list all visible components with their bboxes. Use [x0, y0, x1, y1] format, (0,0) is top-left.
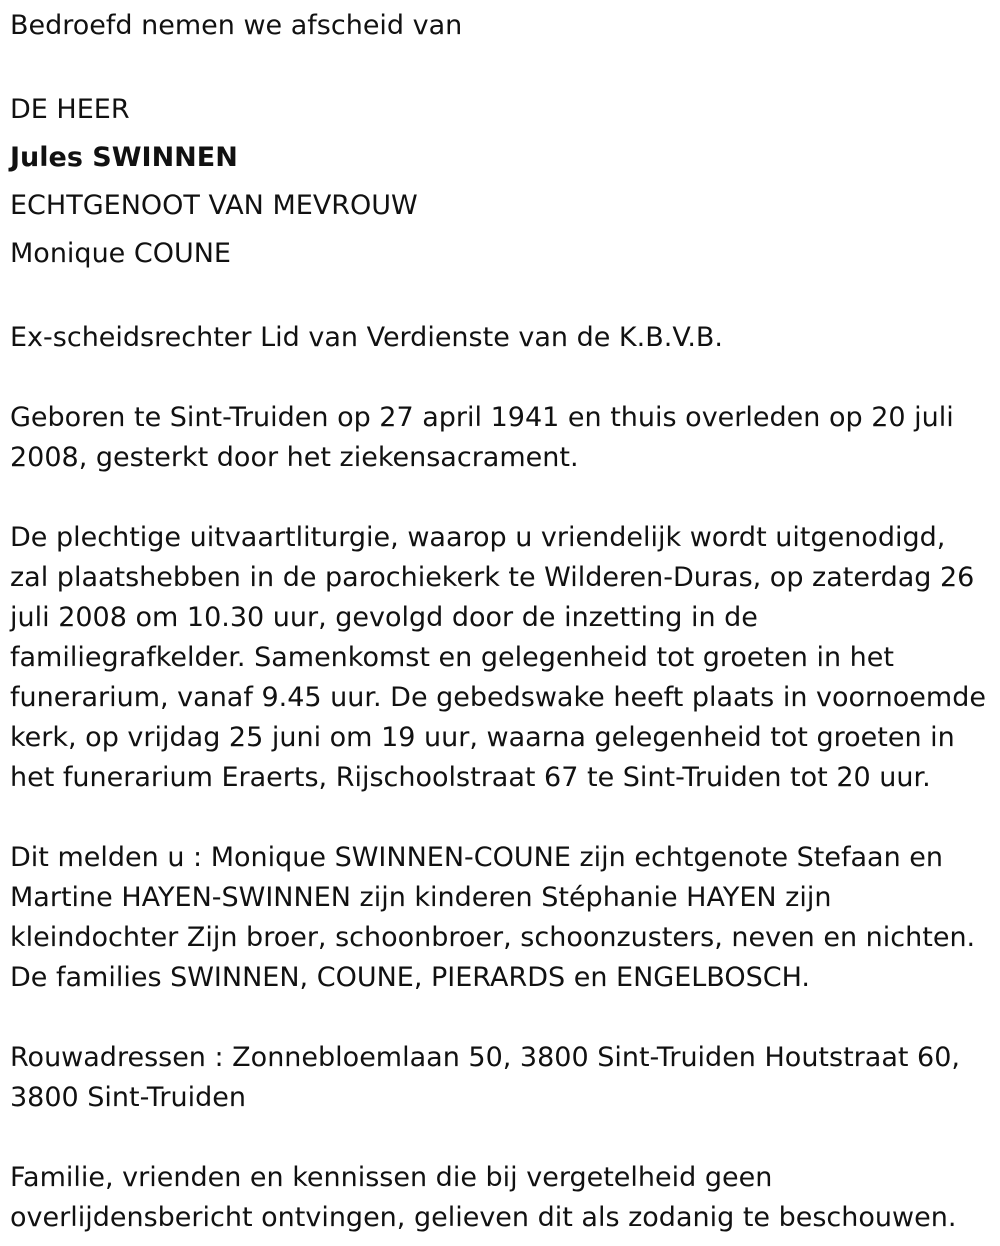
birth-death-text: Geboren te Sint-Truiden op 27 april 1941 en thuis overleden op 20 juli 2008, gesterkt door het ziekensacrament.	[10, 402, 954, 473]
spouse-name: Monique COUNE	[10, 238, 231, 269]
addresses-text: Rouwadressen : Zonnebloemlaan 50, 3800 Sint-Truiden Houtstraat 60, 3800 Sint-Truiden	[10, 1042, 960, 1113]
honorific: DE HEER	[10, 94, 130, 125]
function-text: Ex-scheidsrechter Lid van Verdienste van de K.B.V.B.	[10, 322, 724, 353]
family-text: Dit melden u : Monique SWINNEN-COUNE zijn echtgenote Stefaan en Martine HAYEN-SWINNEN zijn kinderen Stéphanie HAYEN zijn kleindochter Zijn broer, schoonbroer, schoonzusters, neven en nichten. De families SWINNEN, COUNE, PIERARDS en ENGELBOSCH.	[10, 842, 976, 993]
intro-text: Bedroefd nemen we afscheid van	[10, 10, 463, 41]
deceased-name: Jules SWINNEN	[10, 142, 238, 173]
funeral-text: De plechtige uitvaartliturgie, waarop u vriendelijk wordt uitgenodigd, zal plaatshebben in de parochiekerk te Wilderen-Duras, op zaterdag 26 juli 2008 om 10.30 uur, gevolgd door de inzetting in de familiegrafkelder. Samenkomst en gelegenheid tot groeten in het funerarium, vanaf 9.45 uur. De gebedswake heeft plaats in voornoemde kerk, op vrijdag 25 juni om 19 uur, waarna gelegenheid tot groeten in het funerarium Eraerts, Rijschoolstraat 67 te Sint-Truiden tot 20 uur.	[10, 522, 986, 793]
closing-text: Familie, vrienden en kennissen die bij vergetelheid geen overlijdensbericht ontvingen, gelieven dit als zodanig te beschouwen.	[10, 1162, 957, 1233]
spouse-label: ECHTGENOOT VAN MEVROUW	[10, 190, 418, 221]
